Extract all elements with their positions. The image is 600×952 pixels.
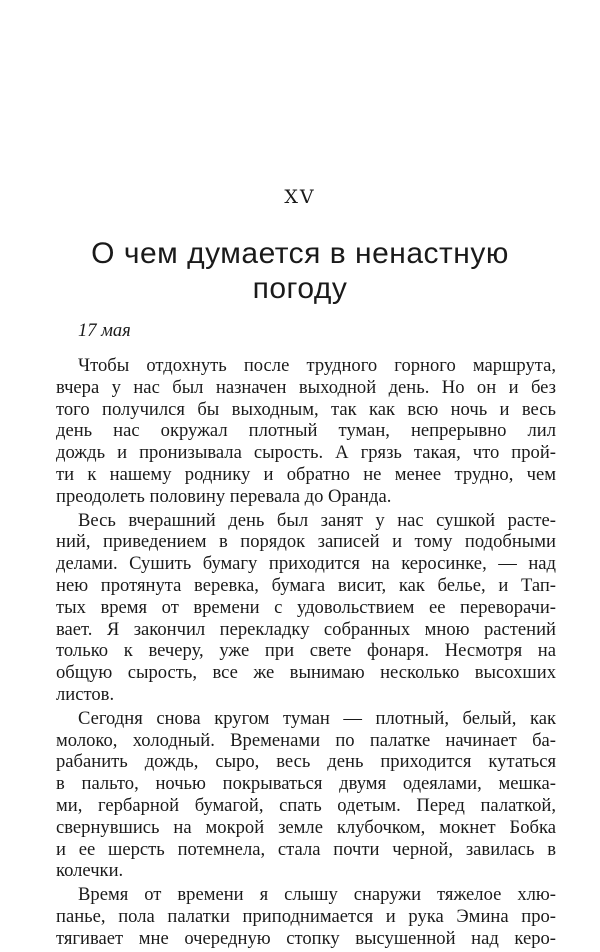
text-line: ми, гербарной бумагой, спать одетым. Перед палаткой, [56, 794, 556, 816]
paragraph [56, 355, 556, 508]
text-line: тягивает мне очередную стопку высушенной над керо- [56, 927, 556, 949]
text-line: только к вечеру, уже при свете фонаря. Несмотря на [56, 640, 556, 662]
text-line: свернувшись на мокрой земле клубочком, мокнет Бобка [56, 816, 556, 838]
text-line: вает. Я закончил перекладку собранных мною растений [56, 618, 556, 640]
text-line: колечки. [56, 860, 124, 882]
text-line: дождь и пронизывала сырость. А грязь такая, что прой- [56, 442, 556, 464]
text-line: тых время от времени с удовольствием ее переворачи- [56, 596, 556, 618]
text-line: нею протянута веревка, бумага висит, как белье, и Тап- [56, 574, 556, 596]
text-line: ний, приведением в порядок записей и тому подобными [56, 531, 556, 553]
chapter-title-line: погоду [252, 272, 348, 305]
text-line: и ее шерсть потемнела, стала почти черной, завилась в [56, 838, 556, 860]
text-line: Чтобы отдохнуть после трудного горного маршрута, [78, 355, 556, 376]
text-line: Сегодня снова кругом туман — плотный, белый, как [78, 707, 556, 729]
chapter-title [60, 236, 540, 306]
paragraph [56, 510, 556, 706]
chapter-title-line: О чем думается в ненастную [91, 237, 509, 270]
paragraph [56, 884, 556, 949]
text-line: преодолеть половину перевала до Оранда. [56, 485, 392, 507]
entry-date: 17 мая [78, 321, 131, 341]
text-line: в пальто, ночью покрываться двумя одеялами, мешка- [56, 773, 556, 795]
text-line: Время от времени я слышу снаружи тяжелое хлю- [78, 884, 556, 906]
paragraph [56, 708, 556, 882]
text-line: молоко, холодный. Временами по палатке начинает ба- [56, 729, 556, 751]
text-line: делами. Сушить бумагу приходится на керосинке, — над [56, 553, 556, 575]
body-text [56, 355, 556, 952]
text-line: Весь вчерашний день был занят у нас сушкой расте- [78, 509, 556, 531]
text-line: рабанить дождь, сыро, весь день приходится кутаться [56, 751, 556, 773]
text-line: общую сырость, все же вынимаю несколько высохших [56, 662, 556, 684]
text-line: ти к нашему роднику и обратно не менее трудно, чем [56, 463, 556, 485]
text-line: того получился бы выходным, так как всю ночь и весь [56, 398, 556, 420]
text-line: вчера у нас был назначен выходной день. Но он и без [56, 376, 556, 398]
text-line: день нас окружал плотный туман, непрерывно лил [56, 420, 556, 442]
text-line: листов. [56, 683, 115, 705]
chapter-number: XV [284, 186, 316, 208]
text-line: панье, пола палатки приподнимается и рука Эмина про- [56, 905, 556, 927]
